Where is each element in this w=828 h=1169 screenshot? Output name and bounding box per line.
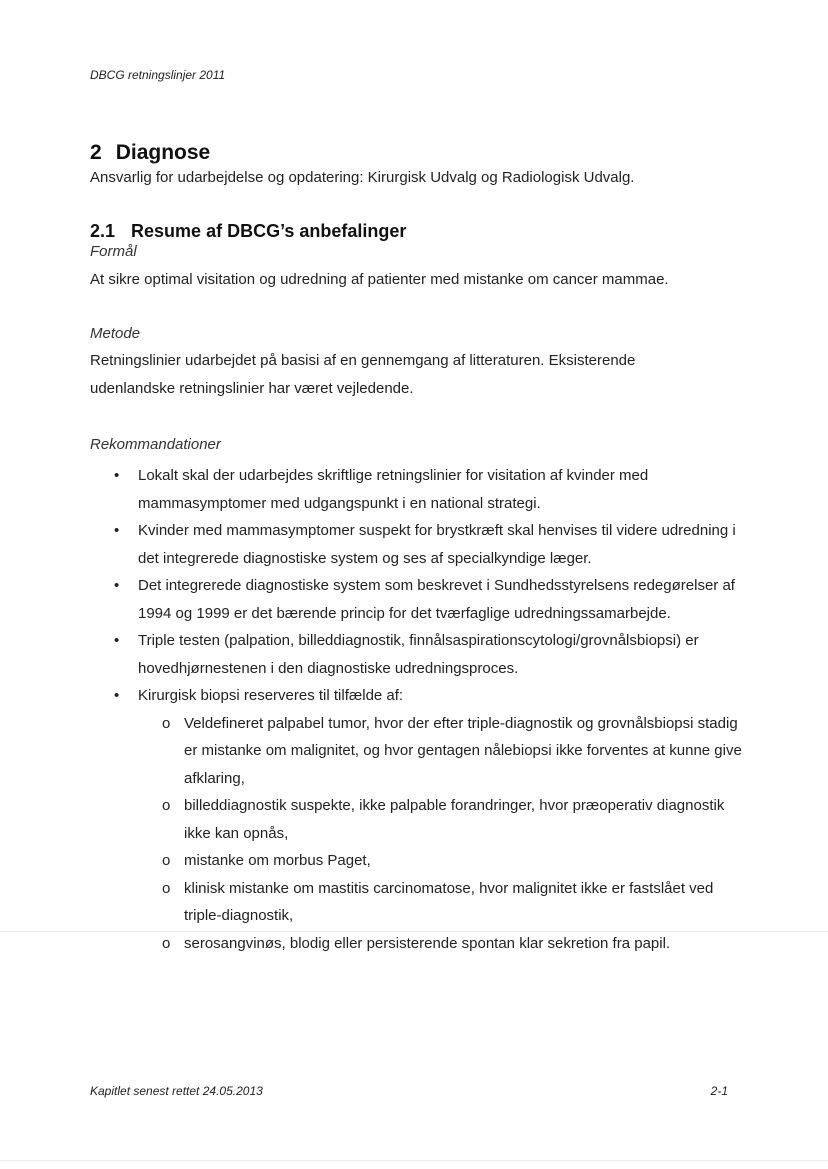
sub-list-item: o klinisk mistanke om mastitis carcinomatose, hvor malignitet ikke er fastslået ved triple-diagnostik, — [138, 875, 750, 930]
recommendations-list — [90, 462, 750, 957]
purpose-text: At sikre optimal visitation og udredning af patienter med mistanke om cancer mammae. — [90, 271, 669, 288]
biopsy-cases-list — [138, 710, 750, 958]
chapter-title: Diagnose — [115, 141, 211, 164]
scan-artifact-line — [0, 1160, 828, 1161]
method-heading: Metode — [90, 325, 141, 342]
sub-list-item: o serosangvinøs, blodig eller persisterende spontan klar sekretion fra papil. — [138, 930, 750, 958]
chapter-number: 2 — [90, 141, 102, 164]
list-item: • Det integrerede diagnostiske system som beskrevet i Sundhedsstyrelsens redegørelser af 1994 og 1999 er det bærende princip for det tværfaglige udredningssamarbejde. — [90, 572, 750, 627]
list-item: • Lokalt skal der udarbejdes skriftlige retningslinier for visitation af kvinder med mammasymptomer med udgangspunkt i en national strategi. — [90, 462, 750, 517]
section-number: 2.1 — [90, 221, 116, 241]
list-item: • Kirurgisk biopsi reserveres til tilfælde af: o Veldefineret palpabel tumor, hvor der efter triple-diagnostik og grovnålsbiopsi stadig er mistanke om malignitet, og hvor gentagen nålebiopsi ikke forventes at kunne give afklaring, o billeddiagnostik suspekte, ikke palpable forandringer, hvor præoperativ diagnostik ikke kan opnås, o mistanke om morbus Paget, o klinisk mistanke om mastitis carcinomatose, hvor malignitet ikke er fastslået ved triple-diagnostik, o serosangvinøs, blodig eller persisterende spontan klar sekretion fra papil. — [90, 682, 750, 957]
method-text: Retningslinier udarbejdet på basisi af en gennemgang af litteraturen. Eksisterende udenlandske retningslinier har været vejledende. — [90, 352, 636, 397]
footer-revision-date: Kapitlet senest rettet 24.05.2013 — [90, 1084, 263, 1098]
chapter-responsibility: Ansvarlig for udarbejdelse og opdatering: Kirurgisk Udvalg og Radiologisk Udvalg. — [90, 169, 635, 186]
recommendations-heading: Rekommandationer — [90, 436, 221, 453]
list-item: • Kvinder med mammasymptomer suspekt for brystkræft skal henvises til videre udredning i det integrerede diagnostiske system og ses af specialkyndige læger. — [90, 517, 750, 572]
sub-list-item: o Veldefineret palpabel tumor, hvor der efter triple-diagnostik og grovnålsbiopsi stadig er mistanke om malignitet, og hvor gentagen nålebiopsi ikke forventes at kunne give afklaring, — [138, 710, 750, 793]
purpose-heading: Formål — [90, 243, 137, 260]
page-number: 2-1 — [710, 1084, 728, 1098]
scan-artifact-line — [0, 931, 828, 932]
section-title: Resume af DBCG’s anbefalinger — [131, 221, 407, 241]
sub-list-item: o mistanke om morbus Paget, — [138, 847, 750, 875]
section-heading — [90, 221, 406, 242]
sub-list-item: o billeddiagnostik suspekte, ikke palpable forandringer, hvor præoperativ diagnostik ikke kan opnås, — [138, 792, 750, 847]
chapter-heading — [90, 141, 210, 165]
list-item: • Triple testen (palpation, billeddiagnostik, finnålsaspirationscytologi/grovnålsbiopsi) er hovedhjørnestenen i den diagnostiske udredningsproces. — [90, 627, 750, 682]
running-header: DBCG retningslinjer 2011 — [90, 68, 226, 82]
